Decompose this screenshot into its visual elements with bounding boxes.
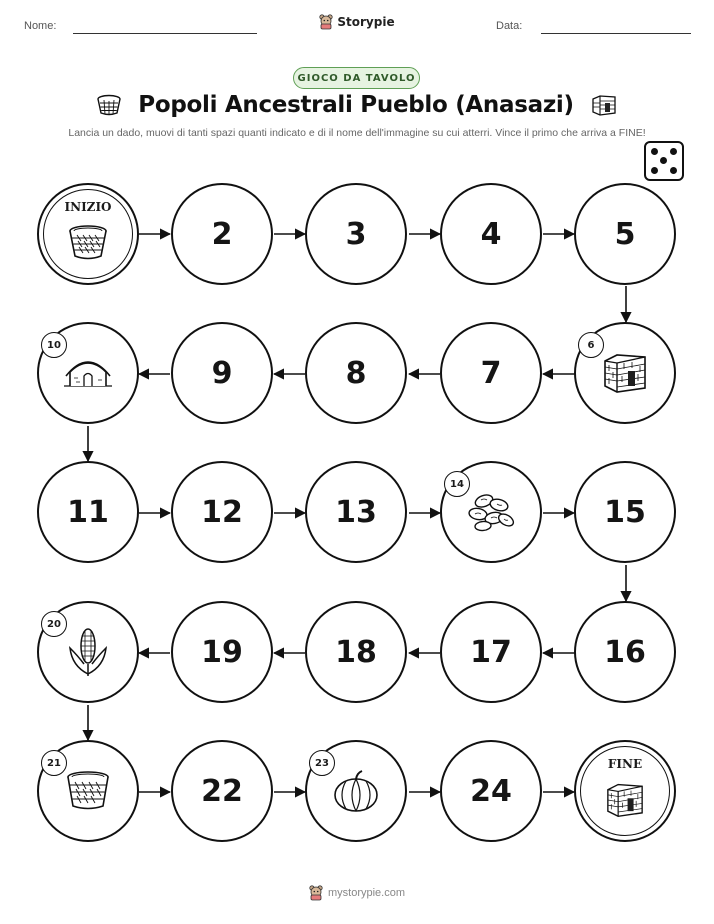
name-label: Nome: — [24, 20, 57, 32]
space-number: 18 — [335, 634, 377, 670]
storypie-bear-icon — [309, 885, 323, 901]
space-finish[interactable] — [574, 740, 676, 842]
space-badge: 10 — [41, 332, 67, 358]
space-number: 4 — [480, 216, 502, 252]
space-5[interactable] — [574, 183, 676, 285]
space-number: 3 — [345, 216, 367, 252]
space-22[interactable] — [171, 740, 273, 842]
space-2[interactable] — [171, 183, 273, 285]
date-label: Data: — [496, 20, 523, 32]
space-24[interactable] — [440, 740, 542, 842]
space-13[interactable] — [305, 461, 407, 563]
brand-name: Storypie — [337, 15, 395, 29]
instructions: Lancia un dado, muovi di tanti spazi quanti indicato e di il nome dell'immagine su cui atterri. Vince il primo che arriva a FINE! — [68, 127, 646, 139]
adobe-hut-icon — [62, 356, 114, 390]
footer — [0, 885, 714, 901]
space-16[interactable] — [574, 601, 676, 703]
start-label: INIZIO — [64, 200, 112, 214]
space-number: 19 — [201, 634, 243, 670]
space-21[interactable] — [37, 740, 139, 842]
page-title: Popoli Ancestrali Pueblo (Anasazi) — [138, 92, 574, 118]
beans-icon — [466, 492, 516, 532]
space-10[interactable] — [37, 322, 139, 424]
space-number: 22 — [201, 773, 243, 809]
space-11[interactable] — [37, 461, 139, 563]
space-8[interactable] — [305, 322, 407, 424]
category-badge: GIOCO DA TAVOLO — [293, 67, 420, 89]
basket-icon — [67, 224, 109, 262]
space-4[interactable] — [440, 183, 542, 285]
space-number: 15 — [604, 494, 646, 530]
space-badge: 21 — [41, 750, 67, 776]
space-7[interactable] — [440, 322, 542, 424]
space-19[interactable] — [171, 601, 273, 703]
basket-icon — [65, 770, 111, 812]
space-number: 13 — [335, 494, 377, 530]
corn-icon — [66, 626, 110, 678]
pumpkin-icon — [332, 769, 380, 813]
space-badge: 20 — [41, 611, 67, 637]
space-number: 9 — [211, 355, 233, 391]
space-number: 2 — [211, 216, 233, 252]
space-20[interactable] — [37, 601, 139, 703]
space-number: 7 — [480, 355, 502, 391]
space-number: 12 — [201, 494, 243, 530]
space-number: 17 — [470, 634, 512, 670]
space-23[interactable] — [305, 740, 407, 842]
space-18[interactable] — [305, 601, 407, 703]
stone-house-icon — [602, 352, 648, 394]
space-number: 8 — [345, 355, 367, 391]
space-number: 11 — [67, 494, 109, 530]
space-15[interactable] — [574, 461, 676, 563]
space-start[interactable] — [37, 183, 139, 285]
space-number: 5 — [614, 216, 636, 252]
finish-label: FINE — [607, 757, 643, 771]
space-9[interactable] — [171, 322, 273, 424]
footer-url[interactable]: mystorypie.com — [327, 887, 406, 899]
space-3[interactable] — [305, 183, 407, 285]
space-17[interactable] — [440, 601, 542, 703]
space-12[interactable] — [171, 461, 273, 563]
space-badge: 6 — [578, 332, 604, 358]
space-badge: 23 — [309, 750, 335, 776]
space-6[interactable] — [574, 322, 676, 424]
space-14[interactable] — [440, 461, 542, 563]
space-badge: 14 — [444, 471, 470, 497]
space-number: 24 — [470, 773, 512, 809]
stone-house-icon — [605, 782, 645, 818]
space-number: 16 — [604, 634, 646, 670]
